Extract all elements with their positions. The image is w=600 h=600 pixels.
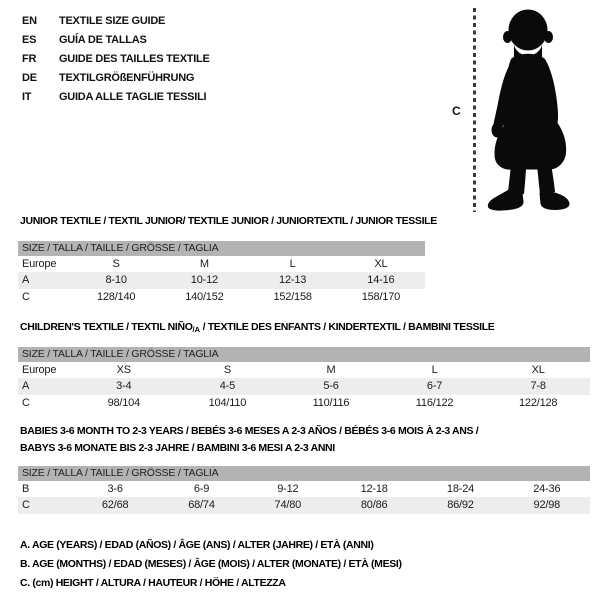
age-value: 4-5 — [219, 380, 236, 393]
size-value: XL — [374, 258, 388, 270]
junior-size-table — [18, 241, 425, 305]
row-label: B — [22, 483, 30, 495]
table-row-europe — [18, 362, 590, 378]
children-title-post: / TEXTILE DES ENFANTS / KINDERTEXTIL / BAMBINI TESSILE — [200, 321, 495, 333]
babies-size-table — [18, 466, 590, 514]
children-section-title — [20, 321, 494, 334]
age-value: 7-8 — [530, 380, 546, 393]
language-row-it — [22, 87, 210, 106]
height-measure-label: C — [452, 104, 461, 118]
size-header-bar: SIZE / TALLA / TAILLE / GRÖSSE / TAGLIA — [18, 241, 425, 256]
children-title-pre: CHILDREN'S TEXTILE / TEXTIL NIÑO — [20, 321, 193, 333]
junior-section-title: JUNIOR TEXTILE / TEXTIL JUNIOR/ TEXTILE JUNIOR / JUNIORTEXTIL / JUNIOR TESSILE — [20, 215, 437, 227]
size-value: XS — [116, 364, 131, 376]
height-value: 98/104 — [107, 396, 141, 409]
height-value: 110/116 — [312, 396, 350, 409]
age-value: 14-16 — [367, 274, 395, 287]
table-row-europe — [18, 256, 425, 272]
table-row-height — [18, 395, 590, 411]
height-value: 104/110 — [208, 396, 247, 409]
age-value: 8-10 — [105, 274, 127, 287]
table-row-height — [18, 289, 425, 305]
table-row-age — [18, 378, 590, 394]
babies-title-line2: BABYS 3-6 MONATE BIS 2-3 JAHRE / BAMBINI 3-6 MESI A 2-3 ANNI — [20, 441, 335, 454]
table-row-age — [18, 272, 425, 288]
size-value: S — [112, 258, 120, 270]
language-code: IT — [22, 90, 32, 103]
language-code: DE — [22, 71, 37, 84]
row-label: C — [22, 290, 30, 303]
size-header-bar: SIZE / TALLA / TAILLE / GRÖSSE / TAGLIA — [18, 466, 590, 481]
age-value: 5-6 — [323, 380, 339, 393]
age-value: 6-9 — [193, 483, 210, 495]
height-value: 86/92 — [447, 499, 474, 512]
children-title-subscript: /A — [192, 325, 201, 334]
age-value: 18-24 — [446, 483, 475, 495]
age-value: 3-4 — [116, 380, 132, 393]
size-value: L — [289, 258, 296, 270]
language-label: TEXTILE SIZE GUIDE — [59, 15, 166, 28]
language-label: TEXTILGRÖßENFÜHRUNG — [59, 71, 195, 84]
legend-age-years: A. AGE (YEARS) / EDAD (AÑOS) / ÂGE (ANS) / ALTER (JAHRE) / ETÀ (ANNI) — [20, 539, 374, 551]
height-value: 92/98 — [533, 499, 561, 512]
language-code: EN — [22, 15, 37, 28]
height-value: 140/152 — [185, 290, 224, 303]
language-label: GUIDA ALLE TAGLIE TESSILI — [59, 90, 207, 103]
children-size-table — [18, 347, 590, 411]
height-value: 116/122 — [415, 396, 454, 409]
toddler-silhouette-image — [485, 7, 587, 217]
language-code: FR — [22, 52, 37, 65]
row-label: C — [22, 499, 30, 512]
age-value: 3-6 — [107, 483, 123, 495]
height-value: 62/68 — [101, 499, 129, 512]
table-row-age-months — [18, 481, 590, 497]
age-value: 10-12 — [190, 274, 218, 287]
measurement-legend — [20, 536, 402, 594]
age-value: 12-18 — [360, 483, 388, 495]
height-value: 80/86 — [360, 499, 388, 512]
age-value: 6-7 — [426, 380, 443, 393]
height-value: 68/74 — [188, 499, 215, 512]
age-value: 12-13 — [279, 274, 307, 287]
age-value: 24-36 — [533, 483, 561, 495]
size-value: M — [199, 258, 209, 270]
legend-age-months: B. AGE (MONTHS) / EDAD (MESES) / ÂGE (MOIS) / ALTER (MONATE) / ETÀ (MESI) — [20, 558, 402, 571]
language-code: ES — [22, 34, 37, 47]
language-row-en — [22, 12, 210, 31]
height-value: 152/158 — [273, 290, 312, 303]
legend-height: C. (cm) HEIGHT / ALTURA / HAUTEUR / HÖHE / ALTEZZA — [20, 577, 286, 590]
table-row-height — [18, 497, 590, 513]
height-value: 158/170 — [361, 290, 401, 303]
language-label: GUÍA DE TALLAS — [59, 34, 147, 47]
size-value: M — [326, 364, 336, 376]
age-value: 9-12 — [277, 483, 299, 495]
height-value: 122/128 — [518, 396, 558, 409]
language-row-es — [22, 31, 210, 50]
size-header-bar: SIZE / TALLA / TAILLE / GRÖSSE / TAGLIA — [18, 347, 590, 362]
size-value: L — [431, 364, 438, 376]
row-label: A — [22, 274, 30, 287]
row-label: A — [22, 380, 30, 393]
language-list — [22, 12, 210, 106]
row-label: Europe — [22, 364, 57, 376]
babies-section-title — [20, 423, 592, 456]
row-label: Europe — [22, 258, 57, 270]
size-value: XL — [531, 364, 545, 376]
babies-title-line1: BABIES 3-6 MONTH TO 2-3 YEARS / BEBÉS 3-6 MESES A 2-3 AÑOS / BÉBÉS 3-6 MOIS À 2-3 ANS / — [20, 425, 479, 437]
row-label: C — [22, 396, 30, 409]
size-value: S — [223, 364, 231, 376]
language-label: GUIDE DES TAILLES TEXTILE — [59, 52, 210, 65]
height-value: 128/140 — [96, 290, 136, 303]
language-row-fr — [22, 50, 210, 69]
height-value: 74/80 — [274, 499, 302, 512]
height-dashed-line — [473, 8, 476, 212]
language-row-de — [22, 68, 210, 87]
